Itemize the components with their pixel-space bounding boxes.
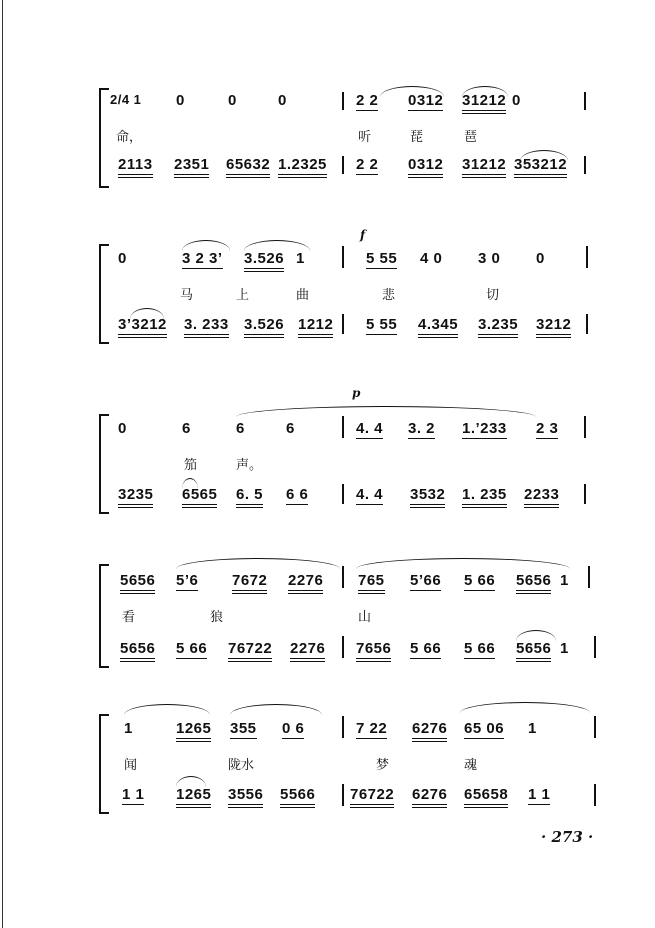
melody-note: 5 66 <box>464 572 496 589</box>
accomp-note: 5 66 <box>176 640 208 657</box>
melody-note: 2 3 <box>536 420 559 437</box>
melody-note: 4. 4 <box>356 420 384 437</box>
lyric: 梦 <box>376 758 390 773</box>
accompaniment-line <box>0 786 655 806</box>
lyric: 琶 <box>464 130 478 145</box>
melody-note: 3. 2 <box>408 420 436 437</box>
melody-line <box>0 420 655 440</box>
melody-note: 2/4 1 <box>110 92 142 107</box>
accomp-note: 1 <box>560 640 569 657</box>
accomp-note: 65658 <box>464 786 508 808</box>
lyrics-line <box>0 754 655 774</box>
melody-slur <box>124 704 210 715</box>
accomp-note: 31212 <box>462 156 506 178</box>
melody-line <box>0 720 655 740</box>
melody-note: 0312 <box>408 92 444 109</box>
melody-note: 6 <box>236 420 245 437</box>
lyrics-line <box>0 126 655 146</box>
accomp-note: 2 2 <box>356 156 379 173</box>
lyric: 山 <box>358 610 372 625</box>
melody-note: 65 06 <box>464 720 505 737</box>
melody-note: 7672 <box>232 572 267 594</box>
lyric: 切 <box>486 288 500 303</box>
accomp-note: 1 1 <box>122 786 145 803</box>
melody-note: 0 <box>536 250 545 267</box>
accomp-note: 1 1 <box>528 786 551 803</box>
melody-note: 0 <box>176 92 185 109</box>
lyric: 悲 <box>382 288 396 303</box>
melody-note: 6 <box>182 420 191 437</box>
lyric: 琵 <box>410 130 424 145</box>
lyric: 曲 <box>296 288 310 303</box>
melody-note: 5656 <box>120 572 155 594</box>
melody-note: 3.526 <box>244 250 284 272</box>
accomp-note: 353212 <box>514 156 567 178</box>
lyric: 命， <box>116 130 143 145</box>
accomp-note: 3556 <box>228 786 263 808</box>
accomp-note: 7656 <box>356 640 391 662</box>
melody-note: 355 <box>230 720 257 737</box>
accomp-note: 76722 <box>350 786 394 808</box>
accomp-note: 65632 <box>226 156 270 178</box>
dynamic-marking: f <box>360 228 366 242</box>
accomp-note: 0312 <box>408 156 443 178</box>
melody-note: 6276 <box>412 720 447 742</box>
accomp-note: 3.235 <box>478 316 518 338</box>
melody-note: 0 <box>118 250 127 267</box>
lyric: 上 <box>236 288 250 303</box>
melody-note: 5’6 <box>176 572 199 589</box>
melody-note: 2 2 <box>356 92 379 109</box>
accomp-note: 3’3212 <box>118 316 167 338</box>
melody-note: 1.’233 <box>462 420 507 437</box>
accomp-note: 5 55 <box>366 316 398 333</box>
accomp-note: 1212 <box>298 316 333 338</box>
accomp-note: 5656 <box>120 640 155 662</box>
lyric: 看 <box>122 610 136 625</box>
accomp-note: 2113 <box>118 156 153 178</box>
accomp-note: 3. 233 <box>184 316 229 338</box>
melody-note: 1 <box>124 720 133 737</box>
accomp-note: 2276 <box>290 640 325 662</box>
accomp-note: 1265 <box>176 786 211 808</box>
melody-slur <box>176 558 340 569</box>
melody-note: 0 <box>228 92 237 109</box>
accomp-note: 6 6 <box>286 486 309 503</box>
accomp-note: 6276 <box>412 786 447 808</box>
melody-note: 1 <box>528 720 537 737</box>
accomp-note: 5566 <box>280 786 315 808</box>
melody-note: 1 <box>560 572 569 589</box>
melody-note: 0 <box>278 92 287 109</box>
lyric: 闻 <box>124 758 138 773</box>
melody-slur <box>236 406 536 417</box>
page-number: · 273 · <box>541 828 594 846</box>
accompaniment-line <box>0 156 655 176</box>
accomp-note: 4. 4 <box>356 486 384 503</box>
accomp-note: 5656 <box>516 640 551 662</box>
melody-note: 1265 <box>176 720 211 742</box>
melody-note: 765 <box>358 572 385 594</box>
melody-note: 0 <box>512 92 521 109</box>
dynamic-marking: p <box>352 386 361 400</box>
melody-note: 3 0 <box>478 250 501 267</box>
melody-note: 3 2 3’ <box>182 250 223 267</box>
accompaniment-line <box>0 486 655 506</box>
accomp-note: 3235 <box>118 486 153 508</box>
melody-note: 6 <box>286 420 295 437</box>
melody-note: 5656 <box>516 572 551 594</box>
accomp-note: 3212 <box>536 316 571 338</box>
melody-line <box>0 572 655 592</box>
melody-note: 31212 <box>462 92 506 114</box>
lyric: 听 <box>358 130 372 145</box>
accomp-note: 76722 <box>228 640 272 662</box>
lyric: 陇水 <box>228 758 255 773</box>
melody-note: 0 6 <box>282 720 305 737</box>
lyric: 狼 <box>210 610 224 625</box>
lyrics-line <box>0 454 655 474</box>
accomp-note: 5 66 <box>464 640 496 657</box>
lyrics-line <box>0 284 655 304</box>
melody-note: 2276 <box>288 572 323 594</box>
melody-line <box>0 92 655 112</box>
accomp-note: 6. 5 <box>236 486 263 508</box>
melody-note: 4 0 <box>420 250 443 267</box>
accomp-note: 3532 <box>410 486 445 508</box>
accomp-note: 6565 <box>182 486 217 508</box>
melody-slur <box>230 704 322 715</box>
accompaniment-line <box>0 640 655 660</box>
accomp-note: 4.345 <box>418 316 458 338</box>
accompaniment-line <box>0 316 655 336</box>
melody-slur <box>356 558 570 569</box>
melody-note: 0 <box>118 420 127 437</box>
lyric: 笳 <box>184 458 198 473</box>
melody-note: 7 22 <box>356 720 388 737</box>
lyric: 魂 <box>464 758 478 773</box>
accomp-note: 5 66 <box>410 640 442 657</box>
accomp-note: 2233 <box>524 486 559 508</box>
lyrics-line <box>0 606 655 626</box>
accomp-note: 2351 <box>174 156 209 178</box>
accomp-note: 1. 235 <box>462 486 507 508</box>
melody-line <box>0 250 655 270</box>
melody-note: 1 <box>296 250 305 267</box>
melody-note: 5 55 <box>366 250 398 267</box>
accomp-note: 3.526 <box>244 316 284 338</box>
melody-slur <box>460 702 590 713</box>
lyric: 声。 <box>236 458 263 473</box>
melody-note: 5’66 <box>410 572 442 589</box>
accomp-note: 1.2325 <box>278 156 327 178</box>
lyric: 马 <box>180 288 194 303</box>
